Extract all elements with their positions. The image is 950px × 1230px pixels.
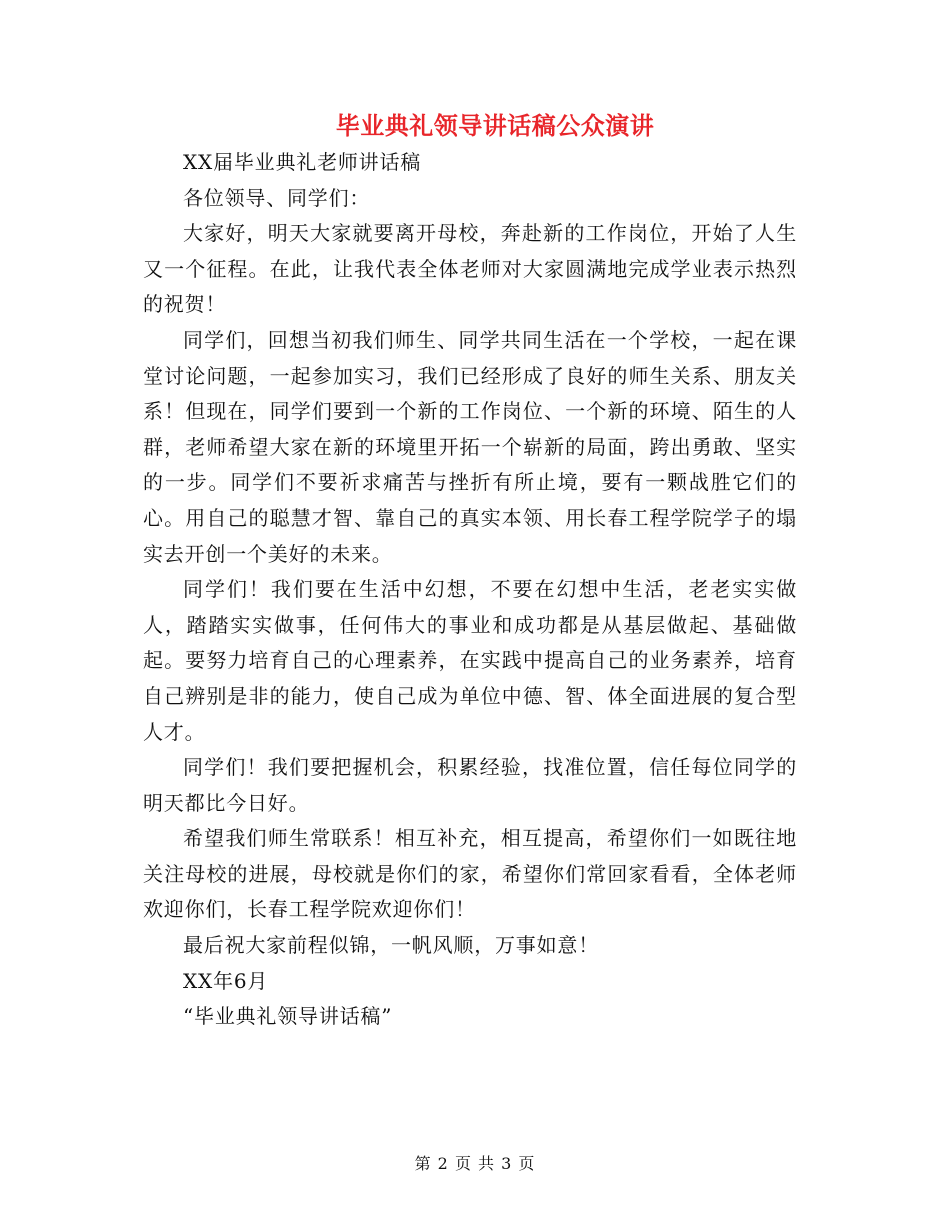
body-paragraph: 同学们，回想当初我们师生、同学共同生活在一个学校，一起在课堂讨论问题，一起参加实习，我们已经形成了良好的师生关系、朋友关系！但现在，同学们要到一个新的工作岗位、一个新的环境、陌生的人群，老师希望大家在新的环境里开拓一个崭新的局面，跨出勇敢、坚实的一步。同学们不要祈求痛苦与挫折有所止境，要有一颗战胜它们的心。用自己的聪慧才智、靠自己的真实本领、用长春工程学院学子的塌实去开创一个美好的未来。 [143, 327, 797, 566]
body-paragraph: 大家好，明天大家就要离开母校，奔赴新的工作岗位，开始了人生又一个征程。在此，让我代表全体老师对大家圆满地完成学业表示热烈的祝贺！ [143, 221, 797, 317]
body-paragraph: 同学们！我们要在生活中幻想，不要在幻想中生活，老老实实做人，踏踏实实做事，任何伟大的事业和成功都是从基层做起、基础做起。要努力培育自己的心理素养，在实践中提高自己的业务素养，培育自己辨别是非的能力，使自己成为单位中德、智、体全面进展的复合型人才。 [143, 577, 797, 744]
quoted-title: “毕业典礼领导讲话稿” [183, 1004, 393, 1029]
page-number-footer: 第 2 页 共 3 页 [414, 1154, 536, 1173]
document-body [143, 145, 797, 1035]
salutation: 各位领导、同学们： [183, 185, 371, 210]
date-line: XX年6月 [183, 968, 269, 993]
body-paragraph: 同学们！我们要把握机会，积累经验，找准位置，信任每位同学的明天都比今日好。 [143, 755, 797, 815]
speech-heading: XX届毕业典礼老师讲话稿 [183, 150, 422, 174]
body-paragraph: 希望我们师生常联系！相互补充，相互提高，希望你们一如既往地关注母校的进展，母校就是你们的家，希望你们常回家看看，全体老师欢迎你们，长春工程学院欢迎你们！ [143, 826, 797, 922]
closing-wish: 最后祝大家前程似锦，一帆风顺，万事如意！ [183, 933, 599, 958]
document-title: 毕业典礼领导讲话稿公众演讲 [335, 112, 655, 140]
